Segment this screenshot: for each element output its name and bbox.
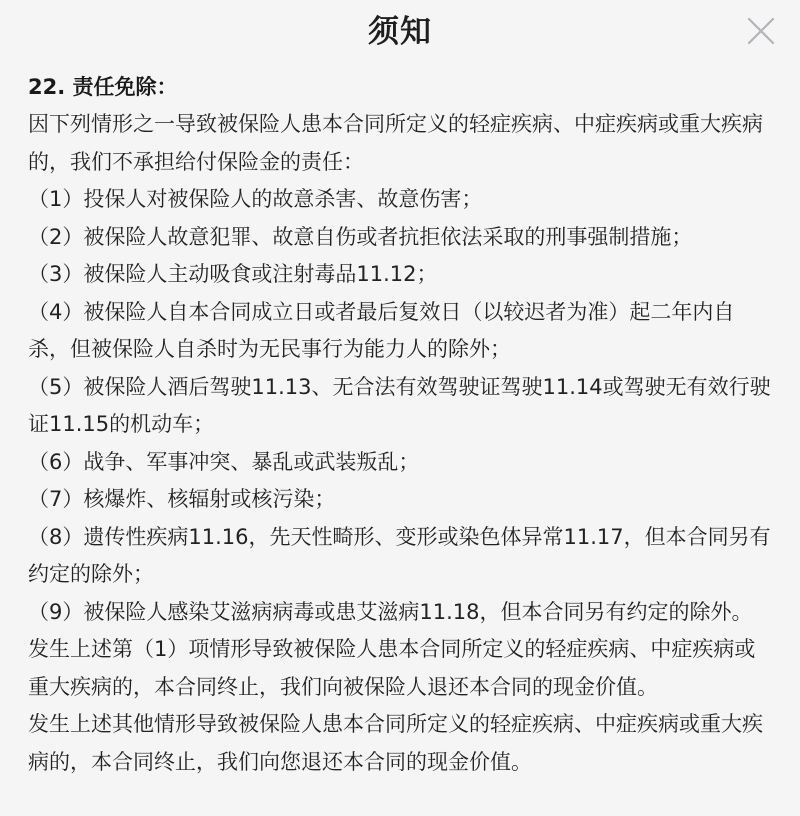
list-item: （2）被保险人故意犯罪、故意自伤或者抗拒依法采取的刑事强制措施； [28, 224, 693, 249]
list-item: （1）投保人对被保险人的故意杀害、故意伤害； [28, 187, 483, 211]
close-button[interactable] [744, 14, 778, 48]
list-item: （7）核爆炸、核辐射或核污染； [28, 487, 336, 511]
list-item: （6）战争、军事冲突、暴乱或武装叛乱； [28, 449, 420, 474]
list-item: （4）被保险人自本合同成立日或者最后复效日（以较迟者为准）起二年内自杀，但被保险人自杀时为无民事行为能力人的除外； [28, 299, 735, 361]
closing-text: 发生上述其他情形导致被保险人患本合同所定义的轻症疾病、中症疾病或重大疾病的，本合同终止，我们向您退还本合同的现金价值。 [28, 712, 763, 774]
intro-text: 因下列情形之一导致被保险人患本合同所定义的轻症疾病、中症疾病或重大疾病的，我们不承担给付保险金的责任： [28, 112, 763, 174]
list-item: （9）被保险人感染艾滋病病毒或患艾滋病11.18，但本合同另有约定的除外。 [28, 599, 753, 624]
list-item: （8）遗传性疾病11.16，先天性畸形、变形或染色体异常11.17，但本合同另有约定的除外； [28, 524, 771, 586]
modal-title: 须知 [368, 14, 432, 50]
modal-content [28, 68, 776, 781]
list-item: （5）被保险人酒后驾驶11.13、无合法有效驾驶证驾驶11.14或驾驶无有效行驶证11.15的机动车； [28, 374, 771, 436]
list-item: （3）被保险人主动吸食或注射毒品11.12； [28, 262, 438, 286]
modal-header [0, 0, 800, 64]
close-icon [744, 14, 778, 48]
section-title: 22. 责任免除： [28, 75, 178, 99]
closing-text: 发生上述第（1）项情形导致被保险人患本合同所定义的轻症疾病、中症疾病或重大疾病的，本合同终止，我们向被保险人退还本合同的现金价值。 [28, 637, 756, 699]
